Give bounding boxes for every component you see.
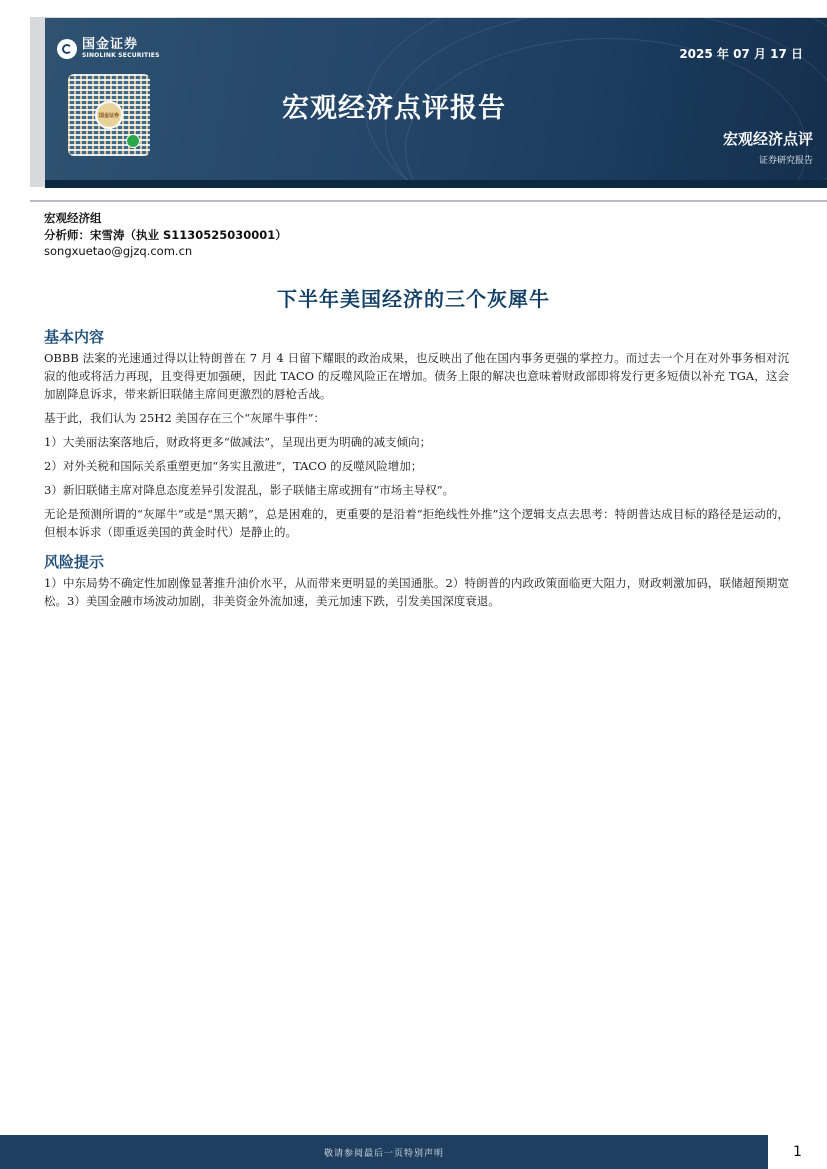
summary-paragraph: 3）新旧联储主席对降息态度差异引发混乱，影子联储主席或拥有“市场主导权”。 [44,483,455,497]
report-type: 宏观经济点评 [722,130,813,148]
logo-english-name: SINOLINK SECURITIES [82,52,160,59]
summary-heading: 基本内容 [44,328,105,346]
summary-section [44,328,789,547]
company-logo [57,38,160,60]
wechat-badge-icon [126,134,140,148]
banner-stripe [45,180,827,188]
risk-heading: 风险提示 [44,553,105,571]
analyst-info: 分析师：宋雪涛（执业 S1130525030001） [44,227,287,242]
summary-paragraph: 基于此，我们认为 25H2 美国存在三个“灰犀牛事件”： [44,411,326,425]
logo-chinese-name: 国金证券 [82,37,139,52]
author-block [44,210,287,260]
qr-center-logo [95,101,123,129]
risk-section [44,553,789,616]
footer-disclaimer: 敬请参阅最后一页特别声明 [323,1148,444,1159]
research-group: 宏观经济组 [44,211,102,225]
header-divider [30,200,827,202]
page-number: 1 [793,1144,802,1160]
footer-bar [0,1135,768,1169]
summary-paragraph: OBBB 法案的光速通过得以让特朗普在 7 月 4 日留下耀眼的政治成果，也反映出了他在国内事务更强的掌控力。而过去一个月在对外事务相对沉寂的他或将活力再现，且变得更加强硬，因此 TACO 的反噬风险正在增加。债务上限的解决也意味着财政部即将发行更多短债以补充 TGA，这会加剧降息诉求，带来新旧联储主席间更激烈的唇枪舌战。 [44,351,789,401]
summary-paragraph: 1）大美丽法案落地后，财政将更多“做减法”，呈现出更为明确的减支倾向； [44,435,432,449]
qr-center-text: 国金证券 [98,112,119,119]
risk-paragraph: 1）中东局势不确定性加剧像显著推升油价水平，从而带来更明显的美国通胀。2）特朗普的内政政策面临更大阻力，财政刺激加码，联储超预期宽松。3）美国金融市场波动加剧，非美资金外流加速，美元加速下跌，引发美国深度衰退。 [44,576,789,608]
qr-code-icon [68,74,150,156]
summary-paragraph: 无论是预测所谓的“灰犀牛”或是“黑天鹅”，总是困难的，更重要的是沿着“拒绝线性外推”这个逻辑支点去思考：特朗普达成目标的路径是运动的，但根本诉求（即重返美国的黄金时代）是静止的。 [44,507,789,539]
report-title: 宏观经济点评报告 [282,93,506,124]
report-date: 2025 年 07 月 17 日 [679,47,803,61]
analyst-email[interactable]: songxuetao@gjzq.com.cn [44,244,193,258]
summary-paragraph: 2）对外关税和国际关系重塑更加“务实且激进”，TACO 的反噬风险增加； [44,459,423,473]
logo-mark-icon [57,39,77,59]
report-subtype: 证券研究报告 [758,156,813,166]
page-title: 下半年美国经济的三个灰犀牛 [277,287,550,311]
